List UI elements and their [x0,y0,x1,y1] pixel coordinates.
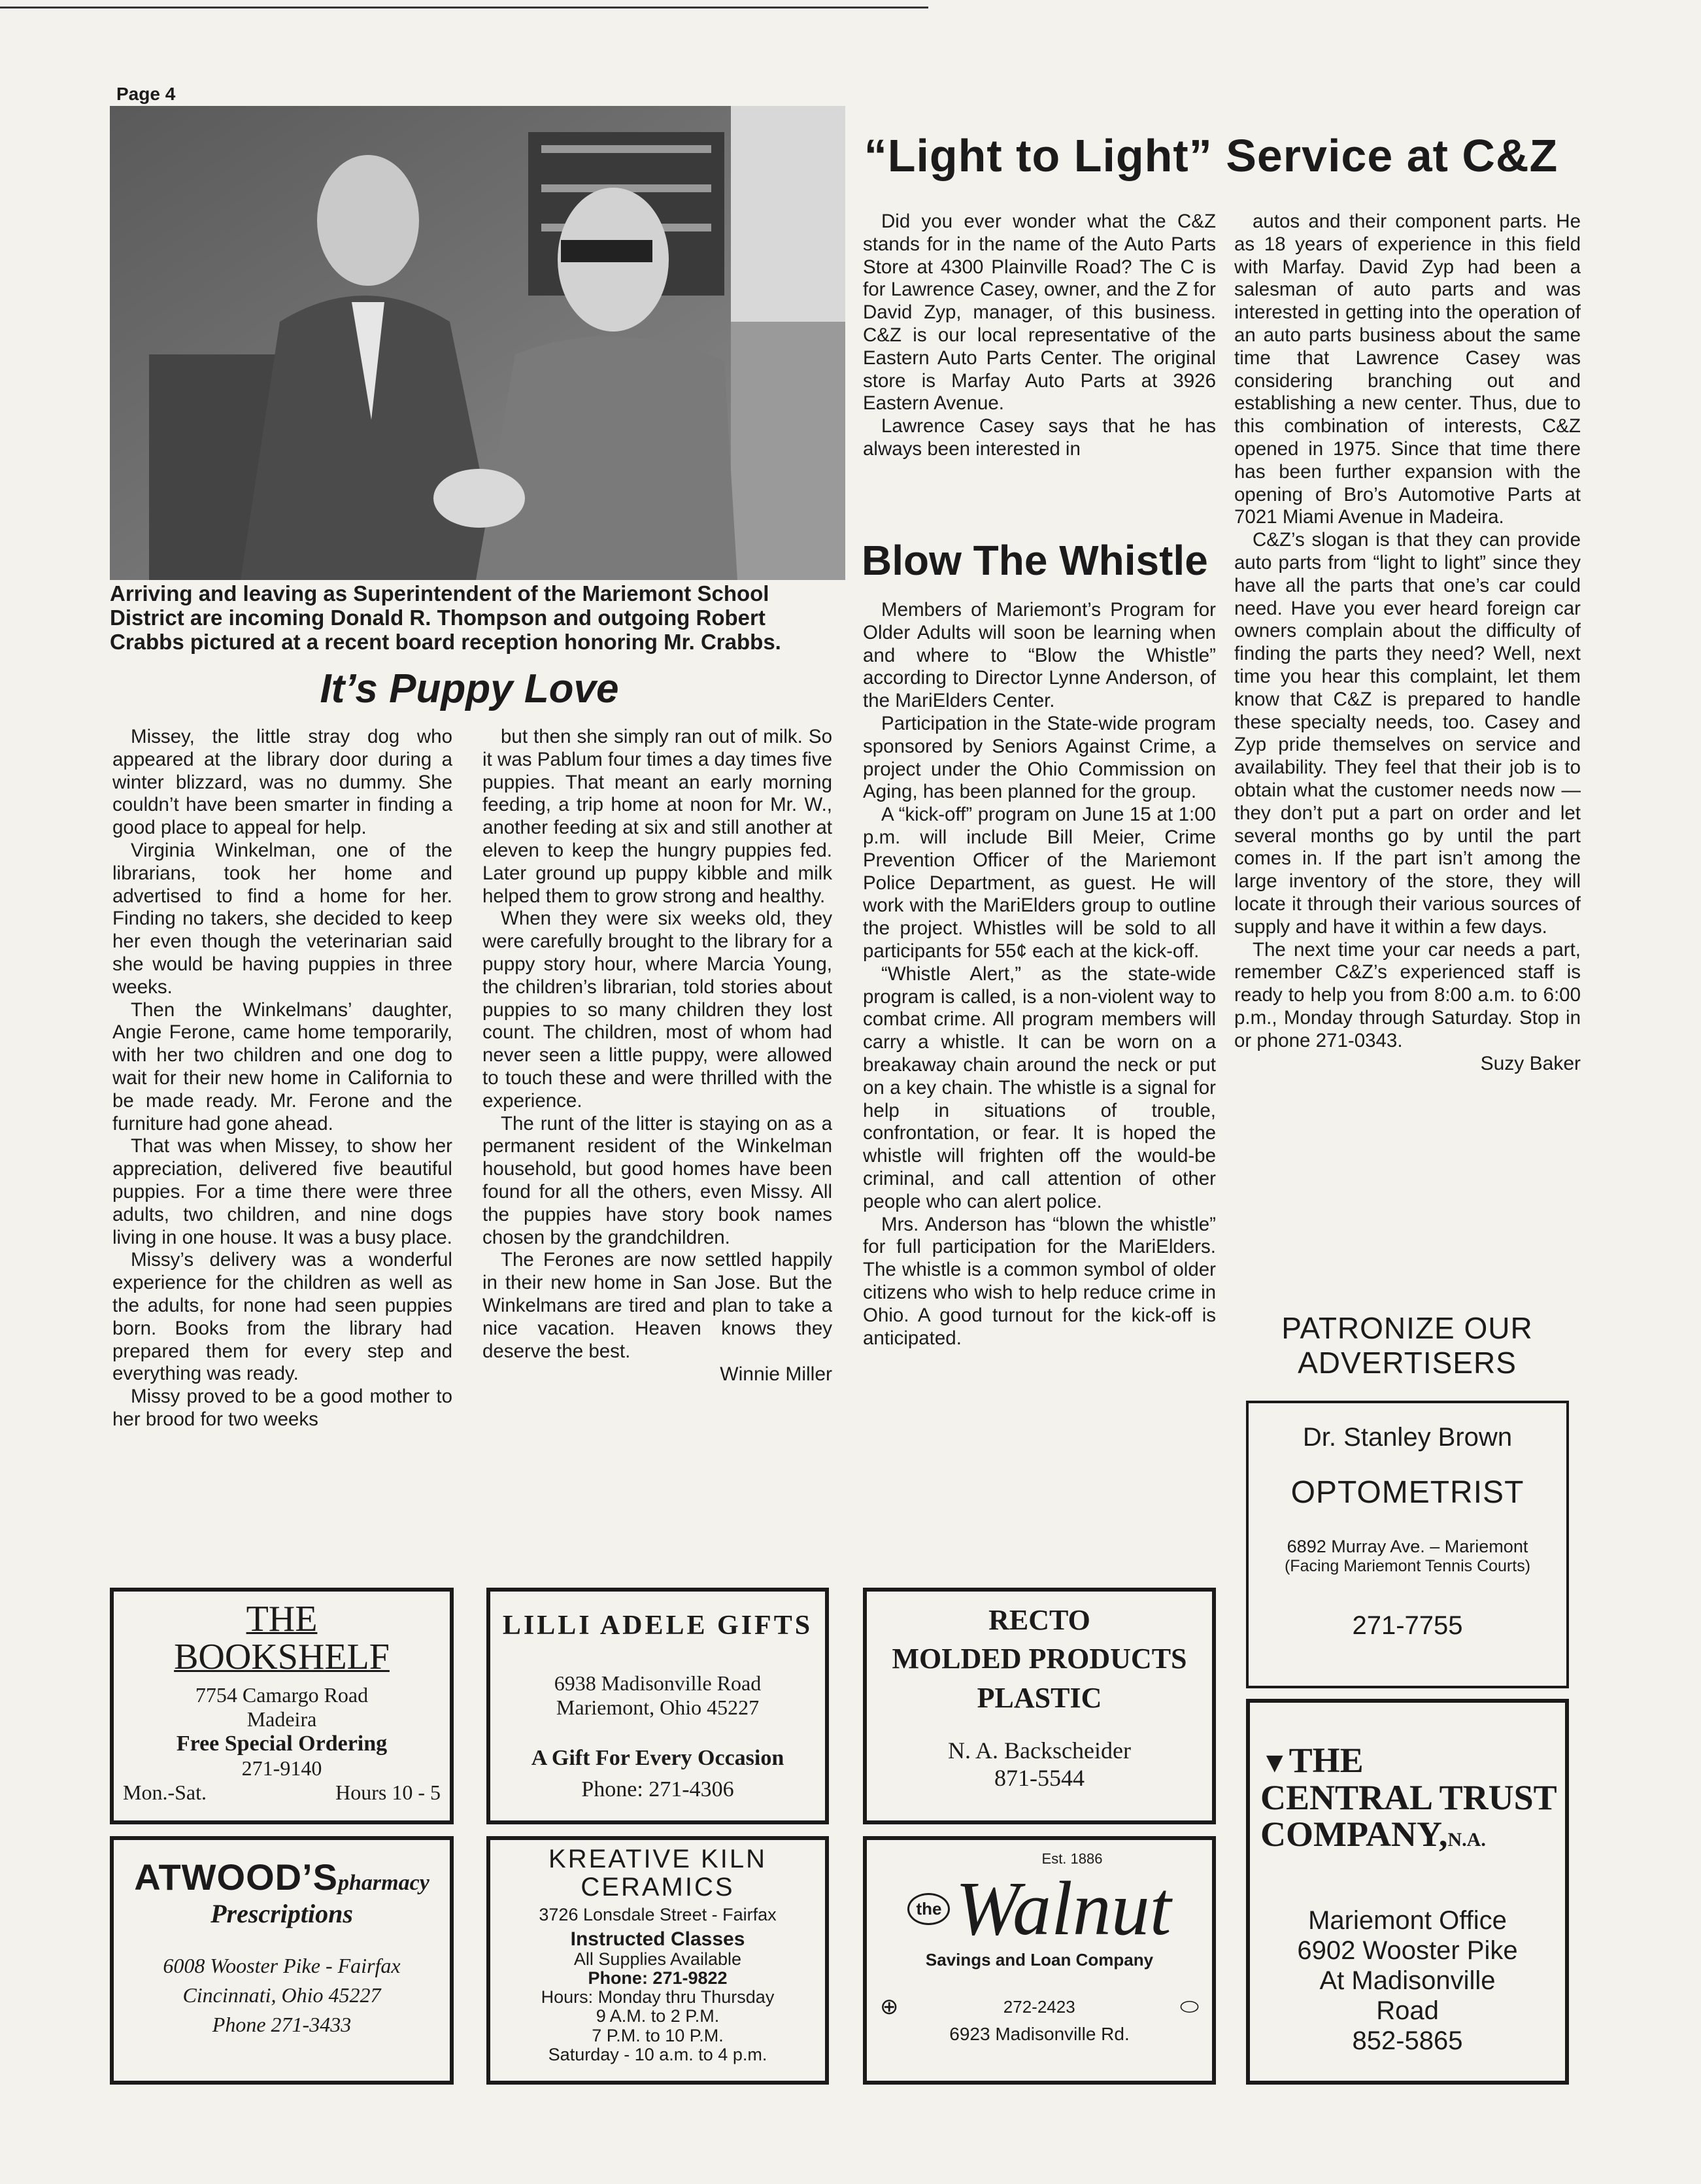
ad-kk-line-2: CERAMICS [581,1873,735,1902]
ad-ct-line-3-text: COMPANY, [1260,1815,1448,1854]
ad-atwood-script: Prescriptions [211,1899,353,1928]
ad-atwood-tag: pharmacy [338,1871,429,1895]
ad-walnut-logo [867,1866,1212,1951]
ad-ct-triangle-icon: ▼ [1260,1747,1289,1779]
paragraph: autos and their component parts. He as 18 years of experience in this field with Marfay. David Zyp had been a salesman of auto parts and was interested in getting into the operation of an auto parts business about the same time that Lawrence Casey was considering branching out and establishing a new center. Thus, due to this combination of interests, C&Z opened in 1975. Since that time there has been further expansion with the opening of Bro’s Automotive Parts at 7021 Miami Avenue in Madeira. [1234,211,1581,528]
paragraph: Then the Winkelmans’ daughter, Angie Ferone, came home temporarily, with her two children and one dog to wait for their new home in California to be made ready. Mr. Ferone and the furniture had gone ahead. [112,998,452,1135]
ad-walnut-est: Est. 1886 [1041,1851,1103,1867]
ad-kk-phone: Phone: 271-9822 [588,1968,728,1988]
ad-recto-line-3: PLASTIC [977,1681,1102,1714]
ad-atwood-address: 6008 Wooster Pike - Fairfax [163,1954,401,1977]
paragraph: but then she simply ran out of milk. So it was Pablum four times a day times five puppies. That meant an early morning feeding, a trip home at noon for Mr. W., another feeding at six and still another at eleven to keep the hungry puppies fed. Later ground up puppy kibble and milk helped them to grow strong and healthy. [482,726,832,907]
patronize-banner [1245,1311,1569,1380]
ad-stanley-brown[interactable] [1246,1401,1569,1688]
ad-ct-address-3: Road [1376,1996,1439,2026]
cz-column-1 [863,211,1216,461]
ad-lilli-adele[interactable] [486,1588,829,1824]
ad-atwood-city: Cincinnati, Ohio 45227 [182,1983,381,2007]
puppy-column-1 [112,726,452,1431]
ad-lilli-address: 6938 Madisonville Road [554,1671,762,1695]
ad-atwoods[interactable] [110,1836,454,2085]
ad-atwood-name: ATWOOD’S [134,1856,339,1898]
paragraph: The runt of the litter is staying on as a permanent resident of the Winkelman household, but good homes have been found for all the others, even Missy. All the puppies have story book names chosen by the grandchildren. [482,1112,832,1248]
puppy-column-2 [482,726,832,1386]
puppy-headline: It’s Puppy Love [320,666,619,711]
photo-caption: Arriving and leaving as Superintendent of the Mariemont School District are incoming Donald R. Thompson and outgoing Robert Crabbs pictured at a recent board reception honoring Mr. Crabbs. [110,581,781,654]
ad-brown-note: (Facing Mariemont Tennis Courts) [1284,1557,1531,1575]
ad-recto-phone: 871-5544 [994,1765,1085,1792]
ad-walnut-phone: 272-2423 [1003,1996,1075,2017]
ad-kreative-kiln[interactable] [486,1836,829,2085]
page-label: Page 4 [116,84,176,104]
paragraph: When they were six weeks old, they were carefully brought to the library for a puppy story hour, where Marcia Young, the children’s librarian, told stories about puppies to so many children they lost count. The children, most of whom had never seen a little puppy, were allowed to touch these and were thrilled with the experience. [482,908,832,1112]
reception-photo [110,106,845,580]
ad-walnut[interactable] [863,1836,1216,2085]
ad-bookshelf-name-2: BOOKSHELF [174,1637,390,1677]
ad-lilli-phone: Phone: 271-4306 [581,1777,734,1801]
paragraph: “Whistle Alert,” as the state-wide program is called, is a non-violent way to combat crime. All program members will carry a whistle. It can be worn on a breakaway chain around the neck or put on a key chain. The whistle is a signal for help in situations of trouble, confrontation, or fear. It is hoped the whistle will frighten off the would-be criminal, and call attention of other people who can alert police. [863,963,1216,1212]
ad-recto[interactable] [863,1588,1216,1824]
ad-lilli-tagline: A Gift For Every Occasion [531,1746,784,1770]
ad-recto-line-2: MOLDED PRODUCTS [892,1643,1187,1675]
ad-ct-line-2: CENTRAL TRUST [1260,1777,1557,1817]
paragraph: That was when Missey, to show her appreciation, delivered five beautiful puppies. For a time there were three adults, two children, and nine dogs living in one house. It was a busy place. [112,1135,452,1248]
ad-lilli-name: LILLI ADELE GIFTS [502,1611,813,1641]
ad-walnut-the: the [907,1893,950,1925]
photo-illustration [110,106,845,580]
ad-kk-hours-label: Hours: Monday thru Thursday [541,1987,775,2007]
patronize-line-1: PATRONIZE OUR [1281,1311,1533,1345]
ad-ct-phone: 852-5865 [1352,2026,1463,2056]
ad-kk-address: 3726 Lonsdale Street - Fairfax [539,1905,777,1925]
ad-bookshelf-tagline: Free Special Ordering [176,1731,388,1756]
ad-brown-phone: 271-7755 [1352,1611,1463,1640]
paragraph: Mrs. Anderson has “blown the whistle” for full participation for the MariElders. The whistle is a common symbol of older citizens who wish to help reduce crime in Ohio. A good turnout for the kick-off is anticipated. [863,1213,1216,1349]
paragraph: The next time your car needs a part, remember C&Z’s experienced staff is ready to help you from 8:00 a.m. to 6:00 p.m., Monday through Saturday. Stop in or phone 271-0343. [1234,938,1581,1051]
cz-headline: “Light to Light” Service at C&Z [864,130,1558,181]
paragraph: Missy’s delivery was a wonderful experience for the children as well as the adults, for none had seen puppies born. Books from the library had prepared them for every step and everything was ready. [112,1249,452,1385]
ad-bookshelf-phone: 271-9140 [241,1756,322,1780]
paragraph: Missey, the little stray dog who appeared at the library door during a winter blizzard, was no dummy. She couldn’t have been smarter in finding a good place to appeal for help. [112,726,452,839]
ad-bookshelf-address: 7754 Camargo Road [195,1682,369,1707]
ad-walnut-subtitle: Savings and Loan Company [925,1950,1154,1970]
paragraph: C&Z’s slogan is that they can provide auto parts from “light to light” since they have all the parts that one’s car could need. Have you ever heard foreign car owners complain about the difficulty of finding the parts they need? Well, next time you hear this complaint, let them know that C&Z is prepared to handle these specialty needs, too. Casey and Zyp pride themselves on service and availability. They feel that their job is to obtain what the customer needs now — they don’t put a part on order and let several months go by until the part comes in. If the part isn’t among the large inventory of the store, they will locate it through their various sources of supply and have it within a few days. [1234,529,1581,938]
ad-ct-suffix: N.A. [1447,1829,1486,1851]
ad-walnut-phone-row [867,1994,1212,2020]
patronize-line-2: ADVERTISERS [1298,1345,1517,1380]
ad-bookshelf-city: Madeira [246,1707,317,1731]
ad-ct-office: Mariemont Office [1308,1906,1507,1936]
ad-central-trust[interactable] [1246,1699,1569,2085]
paragraph: The Ferones are now settled happily in their new home in San Jose. But the Winkelmans are tired and plan to take a nice vacation. Heaven knows they deserve the best. [482,1249,832,1362]
ad-atwood-logo [114,1856,450,1898]
top-rule [0,7,928,9]
puppy-byline: Winnie Miller [720,1363,832,1386]
cz-column-2 [1234,211,1581,1076]
ad-bookshelf-hours: Hours 10 - 5 [335,1780,441,1804]
paragraph: Virginia Winkelman, one of the librarians, took her home and advertised to find a home for her. Finding no takers, she decided to keep her even though the veterinarian said she would be having puppies in three weeks. [112,839,452,998]
ad-ct-address-2: At Madisonville [1319,1966,1496,1996]
ad-ct-logo [1250,1742,1565,1853]
ad-bookshelf-hours-row [114,1781,450,1805]
paragraph: Did you ever wonder what the C&Z stands for in the name of the Auto Parts Store at 4300 Plainville Road? The C is for Lawrence Casey, owner, and the Z for David Zyp, manager, of this business. C&Z is our local representative of the Eastern Auto Parts Center. The original store is Marfay Auto Parts at 3926 Eastern Avenue. [863,211,1216,415]
ad-ct-line-1-text: THE [1288,1741,1364,1780]
paragraph: Lawrence Casey says that he has always been interested in [863,415,1216,460]
ad-brown-title: OPTOMETRIST [1290,1475,1524,1510]
ad-brown-name: Dr. Stanley Brown [1302,1423,1513,1452]
ad-walnut-badge-icon: ⬭ [1179,1994,1199,2019]
ad-walnut-address: 6923 Madisonville Rd. [949,2024,1130,2044]
ad-lilli-city: Mariemont, Ohio 45227 [556,1696,760,1719]
ad-ct-line-1 [1260,1742,1565,1779]
paragraph: A “kick-off” program on June 15 at 1:00 p.m. will include Bill Meier, Crime Prevention Officer of the Mariemont Police Department, as guest. He will work with the MariElders group to outline the project. Whistles will be sold to all participants for 55¢ each at the kick-off. [863,804,1216,962]
ad-kk-hours-1: 9 A.M. to 2 P.M. [596,2006,720,2026]
whistle-column [863,599,1216,1350]
paragraph: Missy proved to be a good mother to her brood for two weeks [112,1386,452,1430]
ad-kk-hours-2: 7 P.M. to 10 P.M. [592,2025,724,2045]
ad-kk-classes: Instructed Classes [570,1928,745,1950]
whistle-headline: Blow The Whistle [862,537,1208,584]
ad-brown-address: 6892 Murray Ave. – Mariemont [1287,1537,1528,1556]
cz-byline: Suzy Baker [1480,1053,1581,1075]
ad-atwood-phone: Phone 271-3433 [212,2013,352,2036]
ad-ct-line-3 [1260,1816,1565,1853]
ad-kk-line-1: KREATIVE KILN [548,1845,767,1873]
ad-ct-address-1: 6902 Wooster Pike [1297,1936,1518,1966]
paragraph: Participation in the State-wide program sponsored by Seniors Against Crime, a project under the Ohio Commission on Aging, has been planned for the group. [863,712,1216,803]
ad-recto-line-1: RECTO [988,1604,1090,1636]
ad-bookshelf[interactable] [110,1588,454,1824]
ad-bookshelf-name-1: THE [246,1599,318,1639]
ad-kk-hours-3: Saturday - 10 a.m. to 4 p.m. [548,2044,767,2064]
ad-kk-supplies: All Supplies Available [573,1949,742,1969]
ad-walnut-seal-icon: ⊕ [880,1994,899,2019]
ad-recto-contact: N. A. Backscheider [948,1737,1131,1764]
ad-walnut-name: Walnut [955,1866,1171,1951]
paragraph: Members of Mariemont’s Program for Older Adults will soon be learning when and where to “Blow the Whistle” according to Director Lynne Anderson, of the MariElders Center. [863,599,1216,712]
ad-bookshelf-days: Mon.-Sat. [123,1780,207,1804]
